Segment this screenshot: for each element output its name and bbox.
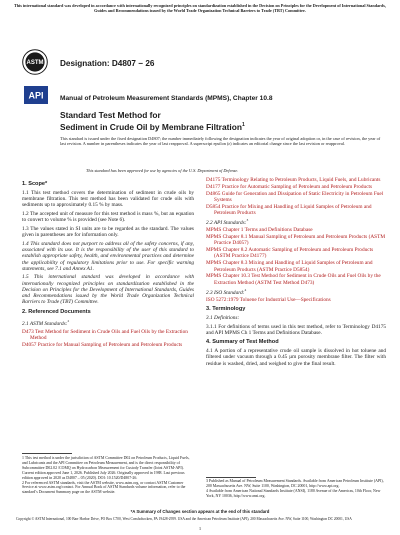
section-1-heading: 1. Scope* [22, 181, 48, 187]
footnote-ref-2: 2 [67, 318, 70, 323]
section-3-heading: 3. Terminology [206, 306, 246, 313]
para-1-1: 1.1 This test method covers the determination of sediment in crude oils by membrane filtration. This test method has been validated for crude oils with sediments up to approximately 0.15 % by mass. [22, 189, 194, 209]
left-column [22, 178, 194, 349]
astm-logo-text: ASTM [26, 60, 44, 67]
issuance-note: This standard is issued under the fixed designation D4807; the number immediately following the designation indicates the year of original adoption or, in the case of revision, the year of last revision. A number in parentheses indicates the year of last reapproval. A superscript epsilon (ε) indicates an editorial change since the last revision or reapproval. [60, 136, 381, 147]
para-1-3: 1.3 The values stated in SI units are to be regarded as the standard. The values given in parentheses are for information only. [22, 225, 194, 239]
api-logo-text: API [28, 90, 44, 101]
para-1-2: 1.2 The accepted unit of measure for this test method is mass %, but an equation to convert to volume % is provided (see Note 6). [22, 210, 194, 224]
footnote-1: 1 This test method is under the jurisdiction of ASTM Committee D02 on Petroleum Products, Liquid Fuels, and Lubricants and the API Committee on Petroleum Measurement, and is the direct responsibility of Subcommittee D02.02 /COMQ on Hydrocarbon Measurement for Custody Transfer (Joint ASTM-API). [22, 456, 190, 470]
footnotes-left [22, 456, 194, 495]
ref-d4177[interactable]: D4177 Practice for Automatic Sampling of Petroleum and Petroleum Products [206, 183, 373, 190]
para-4-1: 4.1 A portion of a representative crude oil sample is dissolved in hot toluene and filtered under vacuum through a 0.45 µm porosity membrane filter. The filter with residue is washed, dried, and weighed to give the final result. [206, 348, 386, 367]
ref-iso-5272[interactable]: ISO 5272:1979 Toluene for Industrial Use—Specifications [206, 296, 331, 303]
section-2-heading: 2. Referenced Documents [22, 308, 91, 315]
title-footnote-ref: 1 [241, 122, 245, 129]
ref-d473[interactable]: D473 Test Method for Sediment in Crude Oils and Fuel Oils by the Extraction Method [22, 328, 188, 342]
manual-chapter: Manual of Petroleum Measurement Standards (MPMS), Chapter 10.8 [60, 95, 273, 102]
copyright-line: Copyright © ASTM International, 100 Barr Harbor Drive, PO Box C700, West Conshohocken, PA 19428-2959. USA and the American Petroleum Institute (API), 200 Massachusetts Ave. NW, Suite 1100, Washington DC 20001, USA [16, 517, 352, 521]
ref-mpms-ch8-1[interactable]: MPMS Chapter 8.1 Manual Sampling of Petroleum and Petroleum Products (ASTM Practice D4057) [206, 234, 386, 247]
footnotes-right [206, 479, 386, 499]
right-column [206, 177, 386, 369]
summary-of-changes-note: *A Summary of Changes section appears at the end of this standard [130, 509, 270, 514]
title-line-2: Sediment in Crude Oil by Membrane Filtration [60, 122, 242, 133]
footnote-ref-4: 4 [244, 287, 247, 292]
ref-d5854[interactable]: D5854 Practice for Mixing and Handling of Liquid Samples of Petroleum and Petroleum Products [206, 203, 372, 217]
section-4-heading: 4. Summary of Test Method [206, 339, 279, 346]
ref-mpms-ch1[interactable]: MPMS Chapter 1 Terms and Definitions Database [206, 227, 313, 234]
ref-d4175[interactable]: D4175 Terminology Relating to Petroleum Products, Liquid Fuels, and Lubricants [206, 177, 381, 183]
header-notice: This international standard was developed in accordance with internationally recognized principles on standardization established in the Decision on Principles for the Development of International Standards, Guides and Recommendations issued by the World Trade Organization Technical Barriers to Trade (TBT) Committee. [14, 3, 386, 14]
footnote-1-edition: Current edition approved June 1, 2026. Published July 2026. Originally approved in 1988. Last previous edition approved in 2020 as D4807 – 05 (2020). DOI: 10.1520/D4807-26. [22, 470, 185, 480]
footnote-3: 3 Published as Manual of Petroleum Measurement Standards. Available from American Petroleum Institute (API), 200 Massachusetts Ave. NW, Suite 1100, Washington, DC 20001, http://www.api.org. [206, 479, 384, 488]
ref-d4057[interactable]: D4057 Practice for Manual Sampling of Petroleum and Petroleum Products [22, 342, 183, 348]
footnote-divider-left [22, 453, 72, 454]
footnote-divider-right [206, 477, 256, 478]
para-3-1-1: 3.1.1 For definitions of terms used in this test method, refer to Terminology D4175 and API MPMS Ch 1 Terms and Definitions Database. [206, 323, 386, 336]
footnote-2: 2 For referenced ASTM standards, visit the ASTM website, www.astm.org, or contact ASTM Customer Service at www.astm.org/contact. For Annual Book of ASTM Standards volume information, refer to the standard’s Document Summary page on the ASTM website. [22, 480, 186, 495]
dod-approval: This standard has been approved for use by agencies of the U.S. Department of Defense. [86, 168, 239, 173]
ref-mpms-ch10-3[interactable]: MPMS Chapter 10.3 Test Method for Sediment in Crude Oils and Fuel Oils by the Extraction Method (ASTM Test Method D473) [206, 273, 381, 286]
para-2-2: 2.2 API Standards: [206, 220, 247, 227]
footnote-4: 4 Available from American National Standards Institute (ANSI), 1180 Avenue of the Americas, 10th Floor, New York, NY 10036, http://www.ansi.org. [206, 488, 381, 498]
document-title [60, 110, 380, 133]
title-line-1: Standard Test Method for [60, 110, 161, 120]
para-2-3: 2.3 ISO Standard: [206, 289, 245, 296]
api-logo [24, 86, 48, 104]
ref-d4865[interactable]: D4865 Guide for Generation and Dissipation of Static Electricity in Petroleum Fuel Systems [206, 190, 384, 203]
astm-logo [22, 49, 48, 75]
footnote-ref-3: 3 [246, 218, 249, 223]
para-1-5: 1.5 This international standard was developed in accordance with internationally recognized principles on standardization established in the Decision on Principles for the Development of International Standards, Guides and Recommendations issued by the World Trade Organization Technical Barriers to Trade (TBT) Committee. [22, 274, 194, 306]
ref-mpms-ch8-2[interactable]: MPMS Chapter 8.2 Automatic Sampling of Petroleum and Petroleum Products (ASTM Practice D4177) [206, 247, 374, 260]
para-1-4: 1.4 This standard does not purport to address all of the safety concerns, if any, associated with its use. It is the responsibility of the user of this standard to establish appropriate safety, health, and environmental practices and determine the applicability of regulatory limitations prior to use. For specific warning statements, see 7.1 and Annex A1. [22, 240, 194, 272]
para-3-1: 3.1 Definitions: [206, 315, 240, 322]
ref-mpms-ch8-3[interactable]: MPMS Chapter 8.3 Mixing and Handling of Liquid Samples of Petroleum and Petroleum Products (ASTM Practice D5854) [206, 260, 373, 273]
para-2-1: 2.1 ASTM Standards: [22, 320, 68, 327]
page-number: 1 [198, 526, 202, 531]
designation: Designation: D4807 − 26 [60, 59, 155, 68]
